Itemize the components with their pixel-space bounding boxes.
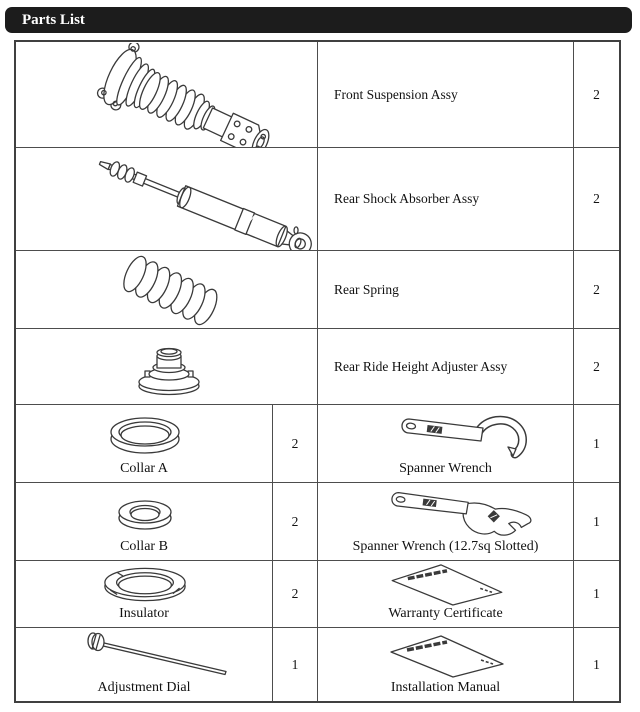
part-qty: 1 <box>574 483 619 561</box>
part-name: Rear Ride Height Adjuster Assy <box>318 329 574 405</box>
part-name: Front Suspension Assy <box>318 42 574 148</box>
collar-b-illustration <box>17 487 272 539</box>
front-suspension-image-cell <box>16 42 318 148</box>
ride-height-adjuster-illustration <box>17 330 317 404</box>
part-label: Installation Manual <box>390 680 501 695</box>
rear-shock-image-cell <box>16 148 318 251</box>
part-label: Collar A <box>120 461 168 476</box>
part-name: Rear Spring <box>318 251 574 329</box>
spanner-wrench-illustration <box>319 407 573 461</box>
page-title: Parts List <box>5 7 632 33</box>
part-qty: 2 <box>574 42 619 148</box>
part-qty: 1 <box>273 628 318 701</box>
part-qty: 1 <box>574 405 619 483</box>
collar-a-illustration <box>17 407 272 461</box>
parts-table <box>14 40 621 703</box>
rear-spring-illustration <box>17 252 317 328</box>
part-name: Rear Shock Absorber Assy <box>318 148 574 251</box>
part-label: Spanner Wrench <box>399 461 492 476</box>
warranty-certificate-illustration <box>319 561 573 606</box>
part-label: Insulator <box>119 606 169 621</box>
part-qty: 2 <box>574 148 619 251</box>
part-label: Warranty Certificate <box>388 606 503 621</box>
collar-b-cell <box>16 483 273 561</box>
part-qty: 2 <box>574 251 619 329</box>
adjustment-dial-cell <box>16 628 273 701</box>
rear-spring-image-cell <box>16 251 318 329</box>
part-qty: 2 <box>574 329 619 405</box>
slotted-spanner-wrench-illustration <box>319 483 573 539</box>
front-suspension-illustration <box>17 43 317 147</box>
part-label: Spanner Wrench (12.7sq Slotted) <box>352 539 539 554</box>
part-qty: 2 <box>273 483 318 561</box>
adjustment-dial-illustration <box>17 630 272 680</box>
warranty-certificate-cell <box>318 561 574 628</box>
insulator-illustration <box>17 561 272 606</box>
part-qty: 1 <box>593 656 600 672</box>
part-qty: 2 <box>273 561 318 628</box>
part-qty: 1 <box>574 561 619 628</box>
installation-manual-cell <box>318 628 574 701</box>
slotted-spanner-wrench-cell <box>318 483 574 561</box>
installation-manual-illustration <box>319 630 573 680</box>
part-label: Adjustment Dial <box>97 680 191 695</box>
ride-height-adjuster-image-cell <box>16 329 318 405</box>
spanner-wrench-cell <box>318 405 574 483</box>
part-label: Collar B <box>120 539 168 554</box>
insulator-cell <box>16 561 273 628</box>
collar-a-cell <box>16 405 273 483</box>
part-qty: 2 <box>273 405 318 483</box>
rear-shock-illustration <box>17 149 317 250</box>
